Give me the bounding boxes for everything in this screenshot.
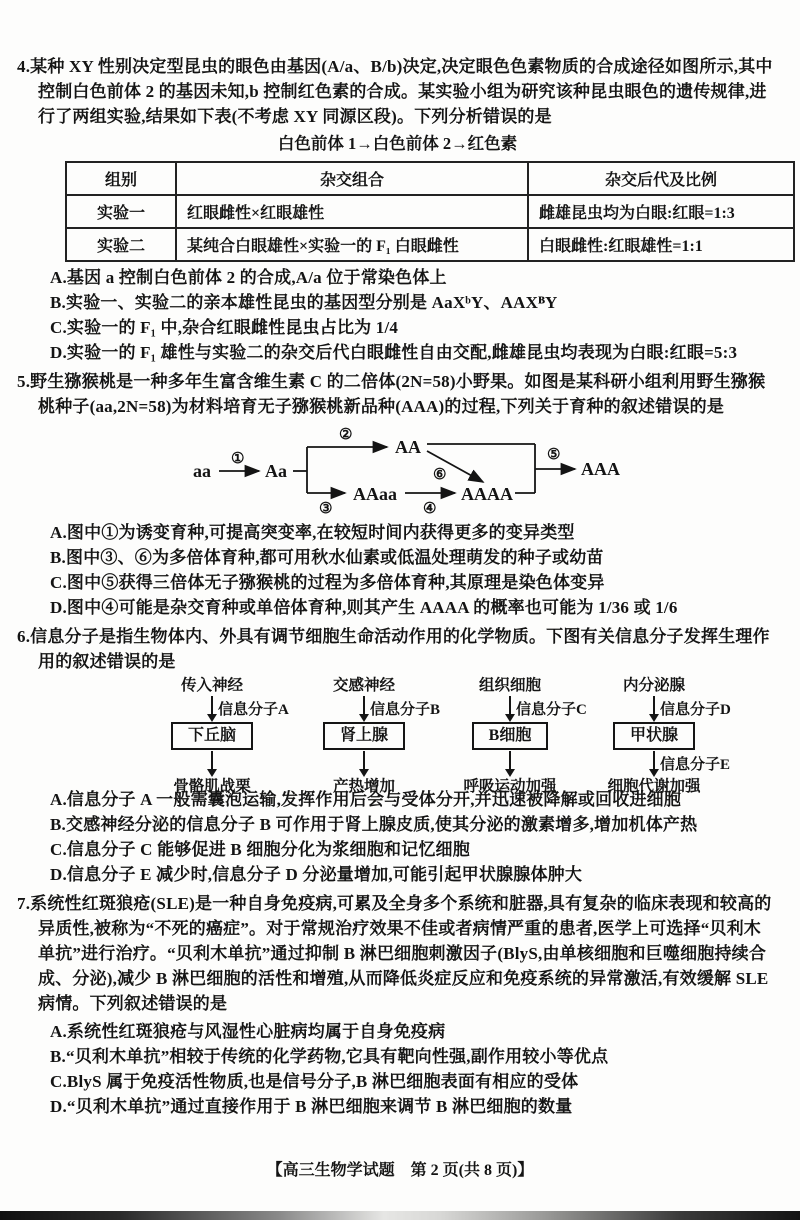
effect-label: 呼吸运动加强 [463,778,557,795]
q4-pigment-pathway: 白色前体 1→白色前体 2→红色素 [277,134,518,153]
signal-column-thyroid [569,676,739,796]
scan-edge-artifact [0,1211,800,1220]
node-aa: aa [193,461,211,481]
q6-options [50,787,778,887]
node-AAAA: AAAA [461,484,513,504]
q5-options [50,520,778,620]
table-cell-group: 实验一 [66,195,176,228]
q4-option-b: B.实验一、实验二的亲本雄性昆虫的基因型分别是 AaXᵇY、AAXᴮY [50,293,558,312]
table-header-cross: 杂交组合 [176,162,528,195]
question-5 [17,369,778,620]
q6-option-c: C.信息分子 C 能够促进 B 细胞分化为浆细胞和记忆细胞 [50,840,470,859]
question-7 [17,891,778,1119]
organ-box: 甲状腺 [613,722,695,750]
table-cell-cross: 某纯合白眼雄性×实验一的 F₁ 白眼雌性 [176,228,528,261]
question-4 [17,54,778,365]
step-3-label: ③ [319,501,333,517]
table-header-offspring: 杂交后代及比例 [528,162,794,195]
step-6-label: ⑥ [433,467,447,483]
signal-in-label: 信息分子D [660,702,731,718]
down-arrow-icon [363,696,365,715]
source-label: 传入神经 [180,677,243,694]
effect-label: 细胞代谢加强 [607,778,701,795]
question-4-stem: 4.某种 XY 性别决定型昆虫的眼色由基因(A/a、B/b)决定,决定眼色色素物质的合成途径如图所示,其中控制白色前体 2 的基因未知,b 控制红色素的合成。某实验小组为研究该种昆虫眼色的遗传规律,进行了两组实验,结果如下表(不考虑 XY 同源区段)。下列分析错误的是 [17,57,773,126]
signal-arrow [569,695,739,722]
step-1-label: ① [231,451,245,467]
q5-option-c: C.图中⑤获得三倍体无子猕猴桃的过程为多倍体育种,其原理是染色体变异 [50,573,605,592]
effect-label: 骨骼肌战栗 [173,778,251,795]
table-header-row [66,162,794,195]
page-footer: 【高三生物学试题 第 2 页(共 8 页)】 [266,1162,534,1179]
signal-in-label: 信息分子B [370,702,441,718]
source-label: 内分泌腺 [622,677,685,694]
signal-in-label: 信息分子C [516,702,587,718]
signal-arrow [127,695,297,722]
q7-options [50,1019,778,1119]
table-cell-offspring: 雌雄昆虫均为白眼:红眼=1:3 [528,195,794,228]
down-arrow-icon [211,751,213,770]
q6-signal-diagram [17,676,778,795]
table-header-group: 组别 [66,162,176,195]
source-label: 组织细胞 [478,677,541,694]
down-arrow-icon [211,696,213,715]
signal-arrow [279,695,449,722]
q4-option-d: D.实验一的 F₁ 雄性与实验二的杂交后代白眼雌性自由交配,雌雄昆虫均表现为白眼:红眼=5:3 [50,343,738,362]
step-4-label: ④ [423,501,437,517]
table-cell-group: 实验二 [66,228,176,261]
question-7-stem: 7.系统性红斑狼疮(SLE)是一种自身免疫病,可累及全身多个系统和脏器,具有复杂的临床表现和较高的异质性,被称为“不死的癌症”。对于常规治疗效果不佳或者病情严重的患者,医学上可选择“贝利木单抗”进行治疗。“贝利木单抗”通过抑制 B 淋巴细胞刺激因子(BlyS,由单核细胞和巨噬细胞持续合成、分泌),减少 B 淋巴细胞的活性和增殖,从而降低炎症反应和免疫系统的异常激活,有效缓解 SLE 病情。下列叙述错误的是 [17,894,772,1013]
down-arrow-icon [653,751,655,770]
question-5-stem: 5.野生猕猴桃是一种多年生富含维生素 C 的二倍体(2N=58)小野果。如图是某科研小组利用野生猕猴桃种子(aa,2N=58)为材料培育无子猕猴桃新品种(AAA)的过程,下列关于育种的叙述错误的是 [17,372,766,416]
organ-box: B细胞 [472,722,549,750]
signal-in-label: 信息分子A [218,702,289,718]
effect-label: 产热增加 [332,778,395,795]
table-cell-cross: 红眼雌性×红眼雄性 [176,195,528,228]
q7-option-a: A.系统性红斑狼疮与风湿性心脏病均属于自身免疫病 [50,1022,446,1041]
q6-option-d: D.信息分子 E 减少时,信息分子 D 分泌量增加,可能引起甲状腺腺体肿大 [50,865,583,884]
signal-column-adrenal [279,676,449,796]
q5-option-a: A.图中①为诱变育种,可提高突变率,在较短时间内获得更多的变异类型 [50,523,575,542]
node-AA: AA [395,437,421,457]
q6-option-a: A.信息分子 A 一般需囊泡运输,发挥作用后会与受体分开,并迅速被降解或回收进细胞 [50,790,682,809]
signal-column-hypothalamus [127,676,297,796]
down-arrow-icon [509,751,511,770]
q7-option-b: B.“贝利木单抗”相较于传统的化学药物,它具有靶向性强,副作用较小等优点 [50,1047,609,1066]
question-6-stem: 6.信息分子是指生物体内、外具有调节细胞生命活动作用的化学物质。下图有关信息分子发挥生理作用的叙述错误的是 [17,627,770,671]
node-Aa: Aa [265,461,287,481]
q4-option-a: A.基因 a 控制白色前体 2 的合成,A/a 位于常染色体上 [50,268,447,287]
q5-option-b: B.图中③、⑥为多倍体育种,都可用秋水仙素或低温处理萌发的种子或幼苗 [50,548,604,567]
q7-option-d: D.“贝利木单抗”通过直接作用于 B 淋巴细胞来调节 B 淋巴细胞的数量 [50,1097,573,1116]
q5-breeding-diagram [17,421,778,517]
node-AAA: AAA [581,459,620,479]
step-2-label: ② [339,427,353,443]
table-cell-offspring: 白眼雌性:红眼雄性=1:1 [528,228,794,261]
q4-options [50,265,778,365]
node-AAaa: AAaa [353,484,397,504]
question-6 [17,624,778,887]
table-row [66,195,794,228]
breeding-flow-svg [177,421,627,517]
source-label: 交感神经 [332,677,395,694]
q7-option-c: C.BlyS 属于免疫活性物质,也是信号分子,B 淋巴细胞表面有相应的受体 [50,1072,579,1091]
step-5-label: ⑤ [547,447,561,463]
q5-option-d: D.图中④可能是杂交育种或单倍体育种,则其产生 AAAA 的概率也可能为 1/36 或 1/6 [50,598,678,617]
organ-box: 下丘脑 [171,722,253,750]
q4-option-c: C.实验一的 F₁ 中,杂合红眼雌性昆虫占比为 1/4 [50,318,399,337]
down-arrow-icon [653,696,655,715]
signal-arrow [569,750,739,777]
signal-arrow [127,750,297,777]
down-arrow-icon [509,696,511,715]
q6-option-b: B.交感神经分泌的信息分子 B 可作用于肾上腺皮质,使其分泌的激素增多,增加机体产热 [50,815,698,834]
organ-box: 肾上腺 [323,722,405,750]
down-arrow-icon [363,751,365,770]
table-row [66,228,794,261]
q4-cross-table [65,161,795,262]
signal-arrow [279,750,449,777]
signal-out-label: 信息分子E [660,757,731,773]
